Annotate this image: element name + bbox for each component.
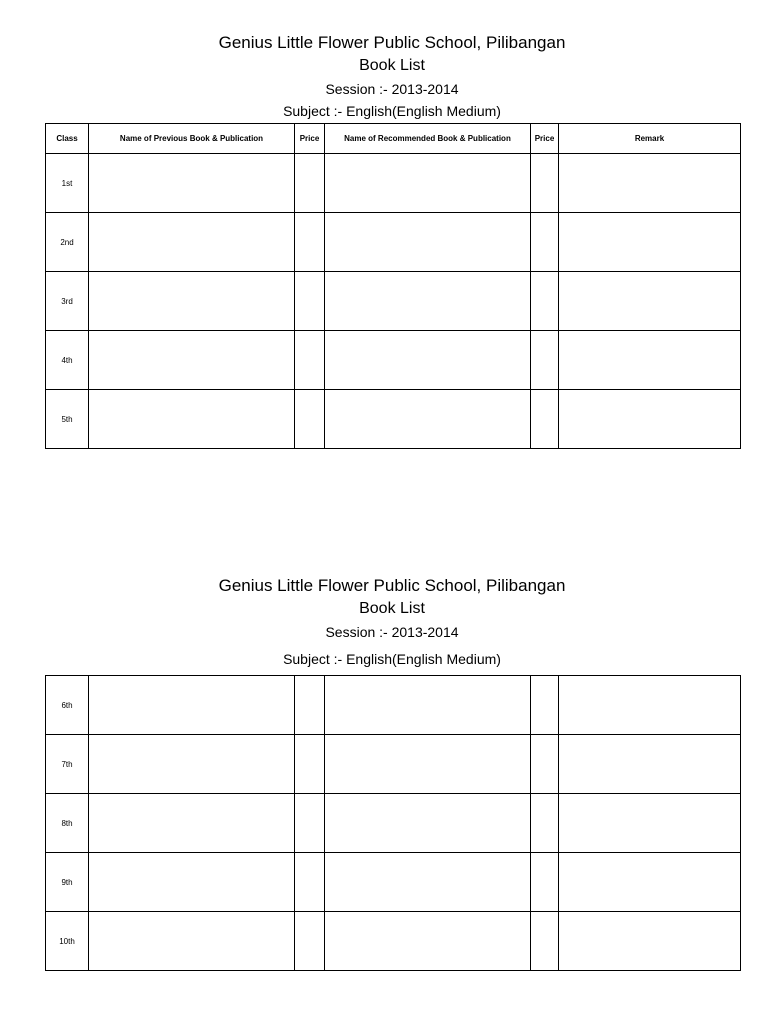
class-cell: 7th [46,735,89,794]
previous-book-cell [89,390,295,449]
remark-cell [559,853,741,912]
book-list-title: Book List [359,57,425,74]
school-name: Genius Little Flower Public School, Pilibangan [218,33,566,52]
remark-cell [559,272,741,331]
subject-label: Subject :- English(English Medium) [283,103,501,119]
recommended-book-cell [325,272,531,331]
price-cell [295,390,325,449]
recommended-book-cell [325,390,531,449]
recommended-book-cell [325,794,531,853]
table-row [46,272,741,331]
price-cell [531,853,559,912]
class-cell: 4th [46,331,89,390]
table-row [46,331,741,390]
previous-book-cell [89,272,295,331]
previous-book-cell [89,331,295,390]
price-cell [295,272,325,331]
previous-book-cell [89,912,295,971]
header-recommended-book: Name of Recommended Book & Publication [325,124,531,154]
table-header-row [46,124,741,154]
price-cell [531,213,559,272]
remark-cell [559,676,741,735]
price-cell [531,390,559,449]
recommended-book-cell [325,213,531,272]
previous-book-cell [89,794,295,853]
session-label: Session :- 2013-2014 [325,81,459,97]
class-cell: 2nd [46,213,89,272]
price-cell [531,735,559,794]
recommended-book-cell [325,853,531,912]
recommended-book-cell [325,735,531,794]
price-cell [295,794,325,853]
table-row [46,154,741,213]
price-cell [295,676,325,735]
table-row [46,912,741,971]
previous-book-cell [89,853,295,912]
price-cell [295,331,325,390]
recommended-book-cell [325,912,531,971]
recommended-book-cell [325,676,531,735]
remark-cell [559,912,741,971]
previous-book-cell [89,735,295,794]
price-cell [531,154,559,213]
price-cell [531,676,559,735]
recommended-book-cell [325,154,531,213]
session-label: Session :- 2013-2014 [325,624,459,640]
remark-cell [559,154,741,213]
price-cell [295,735,325,794]
table-row [46,676,741,735]
price-cell [295,213,325,272]
header-price-recommended: Price [531,124,559,154]
book-list-table-1 [45,123,741,449]
previous-book-cell [89,154,295,213]
book-list-table-2 [45,675,741,971]
table-row [46,853,741,912]
table-row [46,794,741,853]
price-cell [295,853,325,912]
class-cell: 8th [46,794,89,853]
class-cell: 1st [46,154,89,213]
class-cell: 3rd [46,272,89,331]
price-cell [531,331,559,390]
class-cell: 10th [46,912,89,971]
recommended-book-cell [325,331,531,390]
price-cell [531,912,559,971]
school-name: Genius Little Flower Public School, Pilibangan [218,576,566,595]
header-price-previous: Price [295,124,325,154]
remark-cell [559,331,741,390]
previous-book-cell [89,213,295,272]
remark-cell [559,213,741,272]
remark-cell [559,735,741,794]
table-row [46,390,741,449]
price-cell [295,154,325,213]
class-cell: 6th [46,676,89,735]
previous-book-cell [89,676,295,735]
header-previous-book: Name of Previous Book & Publication [89,124,295,154]
remark-cell [559,390,741,449]
table-row [46,735,741,794]
header-remark: Remark [559,124,741,154]
header-class: Class [46,124,89,154]
remark-cell [559,794,741,853]
book-list-title: Book List [359,600,425,617]
subject-label: Subject :- English(English Medium) [283,651,501,667]
price-cell [295,912,325,971]
price-cell [531,272,559,331]
price-cell [531,794,559,853]
class-cell: 5th [46,390,89,449]
class-cell: 9th [46,853,89,912]
table-row [46,213,741,272]
